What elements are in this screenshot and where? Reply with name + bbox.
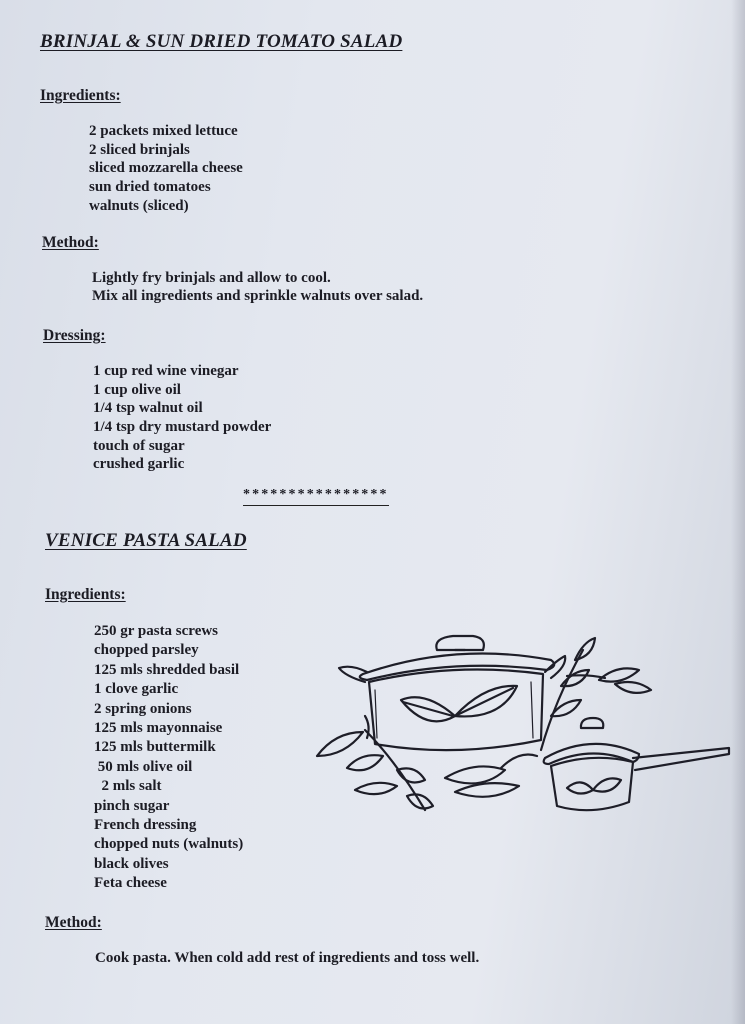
ingredient-item: walnuts (sliced) [89,197,189,214]
dressing-item: 1/4 tsp dry mustard powder [93,419,272,436]
cookware-and-leaves-drawing [305,620,735,830]
dressing-item: 1 cup red wine vinegar [93,363,239,379]
recipe1-dressing-heading: Dressing: [43,327,106,344]
ingredient-item: 2 spring onions [94,700,192,717]
dressing-item: touch of sugar [93,437,185,454]
dressing-item: 1 cup olive oil [93,381,181,398]
recipe1-ingredients-list [89,122,243,215]
leaf-cluster-middle-drawing [445,755,537,797]
leaf-branch-left-drawing [317,716,433,810]
ingredient-item: 1 clove garlic [94,681,179,698]
dressing-item: crushed garlic [93,456,185,473]
ingredient-item: French dressing [94,816,197,833]
recipe2-ingredients-heading: Ingredients: [45,586,126,603]
ingredient-item: 125 mls mayonnaise [94,719,223,736]
recipe1-dressing-list [93,362,271,474]
recipe2-title: VENICE PASTA SALAD [45,530,247,551]
ingredient-item: chopped parsley [94,642,199,659]
pot-drawing [339,636,565,750]
ingredient-item: 2 packets mixed lettuce [89,123,238,139]
ingredient-item: 125 mls shredded basil [94,661,240,678]
ingredient-item: 250 gr pasta screws [94,623,219,639]
ingredient-item: 2 mls salt [94,778,162,795]
ingredient-item: black olives [94,855,169,872]
page-edge-shadow [731,0,745,1024]
recipe2-method-heading: Method: [45,914,102,931]
recipe1-ingredients-heading: Ingredients: [40,87,121,104]
recipe1-title: BRINJAL & SUN DRIED TOMATO SALAD [40,31,403,52]
ingredient-item: sliced mozzarella cheese [89,160,243,177]
ingredient-item: pinch sugar [94,797,170,814]
ingredient-item: Feta cheese [94,875,167,892]
recipe1-method-line: Lightly fry brinjals and allow to cool. [92,270,331,286]
separator-stars: **************** [243,487,389,506]
recipe1-method-line: Mix all ingredients and sprinkle walnuts over salad. [92,288,424,304]
ingredient-item: 2 sliced brinjals [89,141,190,158]
ingredient-item: sun dried tomatoes [89,179,211,196]
ingredient-item: 50 mls olive oil [94,758,193,775]
dressing-item: 1/4 tsp walnut oil [93,400,203,417]
leaf-branch-right-drawing [541,638,651,750]
ingredient-item: 125 mls buttermilk [94,739,216,756]
recipe2-method-line: Cook pasta. When cold add rest of ingredients and toss well. [95,950,480,966]
recipe2-ingredients-list [94,622,243,893]
ingredient-item: chopped nuts (walnuts) [94,836,244,853]
recipe1-method-heading: Method: [42,234,99,251]
saucepan-drawing [544,718,729,810]
